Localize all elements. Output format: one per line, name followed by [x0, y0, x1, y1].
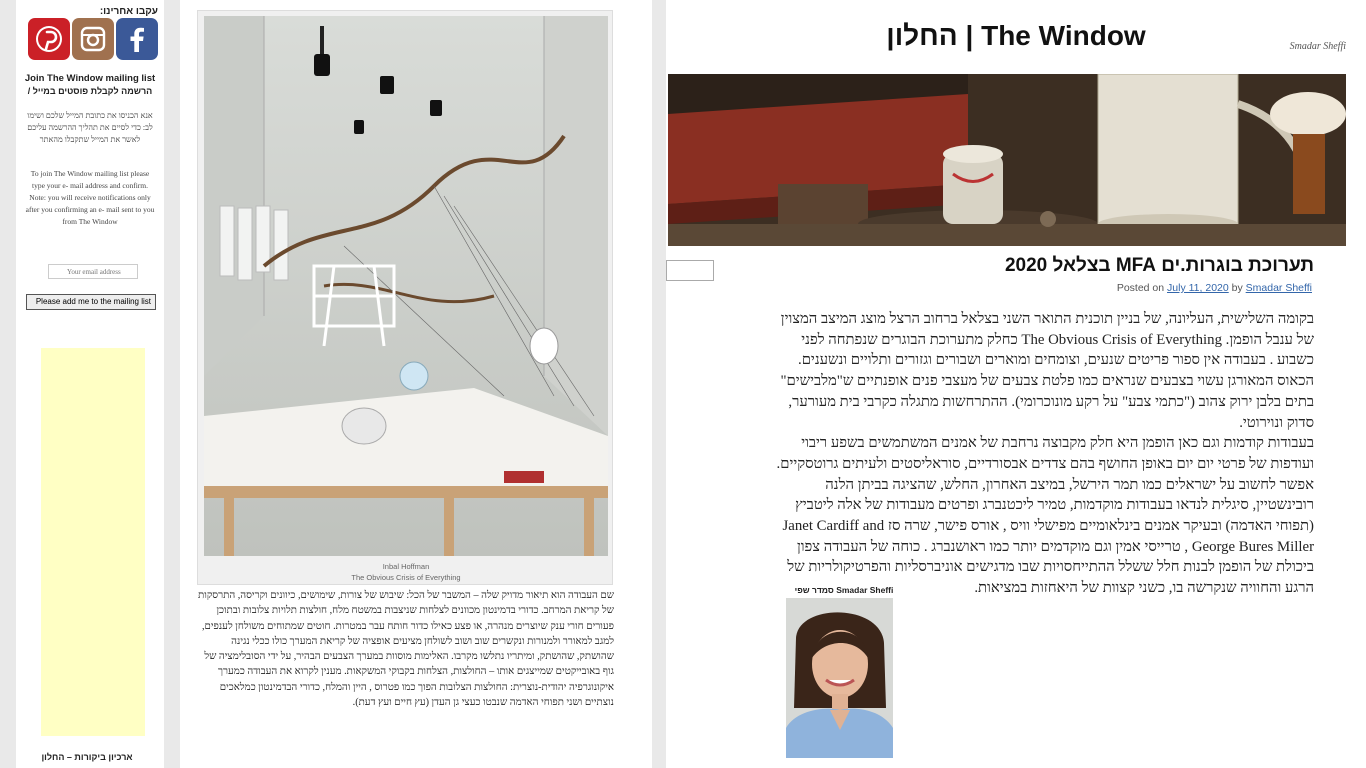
article-text-continued: שם העבודה הוא תיאור מדויק שלה – המשבר של הכל: שיבוש של צורות, שימושים, כיוונים וקריסה, התרסקות של קריאת המרחב. כדורי בדמינטון מכוונים לצלחות שניצבות במשטח מלח, חולצות תלויות צלובות ובתוכן פעורים חורי ענק שיוצרים מנהרה, או פצע כאילו כדור חותח עבר במטרות. חוטים שמתוחים משולחן לענפים, למגב למאורר ולמנורות ונקשרים שוב ושוב לשולחן מציעים אופציה של קריאת המערך כולו ככלי נגינה שהושתק, שהושתק, ומיתריו נתלשו מקרבו. האלימות מוסוות במערך הצבעים הבהיר, על ידי הסובלימציה של גוף באובייקטים שמייצגים אותו – החולצות, הצלחות בקבוקי המשקאות. מענין לקרוא את העבודה כמערך איקונוגרפיה יהודית-נוצרית: החולצות הצלובות הפוך כמו פטרוס , היין והמלח, כדורי הבדמינטון כמלאכים נוצתיים ושני תפוחי האדמה שנבטו כעצי גן העדן (עץ חיים ועץ דעת).: [198, 590, 614, 709]
post-title[interactable]: תערוכת בוגרות.ים MFA בצלאל 2020: [1004, 255, 1314, 276]
post-author-link[interactable]: Smadar Sheffi: [1245, 282, 1312, 294]
figure: [197, 10, 613, 585]
caption-artist: Inbal Hoffman: [382, 562, 430, 571]
post-meta: [1117, 282, 1312, 294]
author-label: סמדר שפי Smadar Sheffi: [794, 585, 894, 595]
follow-us-title: עקבו אחרינו:: [99, 6, 158, 17]
sidebar: [16, 0, 164, 768]
site-byline: Smadar Sheffi: [1289, 41, 1346, 52]
site-title[interactable]: החלון | The Window: [886, 20, 1146, 51]
post-meta-by: by: [1231, 282, 1243, 294]
ad-placeholder: [41, 348, 145, 736]
email-field[interactable]: [48, 264, 138, 279]
main-content: [666, 0, 1366, 768]
post-meta-prefix: Posted on: [1116, 282, 1165, 294]
article-image-column: [180, 0, 652, 768]
header-banner-painting: [668, 74, 1346, 246]
facebook-icon: [122, 24, 152, 54]
installation-photo: [204, 16, 608, 556]
mailing-note-en: To join The Window mailing list please type your e- mail address and confirm. Note: you will receive notifications only after you confirming an e- mail sent to you from The Window: [25, 169, 155, 226]
post-date-link[interactable]: July 11, 2020: [1167, 282, 1229, 294]
mailing-list-title-he: הרשמה לקבלת פוסטים במייל /: [27, 86, 153, 96]
instagram-button[interactable]: [72, 18, 114, 60]
search-input[interactable]: [666, 260, 714, 281]
post-body: בקומה השלישית, העליונה, של בניין תוכנית התואר השני בצלאל ברחוב הרצל מוצג המיצב המצוין של ענבל הופמן. The Obvious Crisis of Everything כחלק מתערוכת הבוגרים שנפתחה לפני כשבוע . בעבודה אין ספור פריטים שנעים, וצומחים ומוארים ושבורים וגזורים ותלויים ונשענים. הכאוס המאורגן עשוי בצבעים שנראים כמו פלטת צבעים של מעצבי פנים אופנתיים ש"מלבישים" בתים בלבן ירוק צהוב ("כתמי צבע" על רקע מונוכרומי). ההתרחשות מתגלה כקרבי בית מעורער, סדוק ונוירוטי. בעבודות קודמות וגם כאן הופמן היא חלק מקבוצה נרחבת של אמנים המשתמשים בשפע ריבוי ועודפות של פרטי יום יום באופן החושף בהם צדדים אבסורדיים, סוראליסטים ולעיתים גרוטסקיים. אפשר לחשוב על ישראלים כמו תמר הירשל, במיצב האחרון, החלש, שהציגה בביתן הלנה רובינשטיין, סיגלית לנדאו בעבודות מוקדמות, טמיר ליכטנברג ופרטים מעבודות של אלה ליטביץ (תפוחי האדמה) ובעיקר אמנים בינלאומיים מפישלי וויס , אורס פישר, שרה סז Janet Cardiff and George Bures Miller , טרייסי אמין וגם מוקדמים יותר כמו ראושנברג . כוחה של העבודה צפון ביכולת של הופמן לבנות חלל ששלל ההתייחסויות שבו מדגישים אוניברסליות והפרטיקולריות של הרגע והחוויה שנקרשה בו, כשני קצוות של היאחזות במציאות.: [776, 311, 1314, 597]
pinterest-button[interactable]: [28, 18, 70, 60]
instagram-icon: [78, 24, 108, 54]
pinterest-icon: [34, 24, 64, 54]
mailing-note-he: אנא הכניסו את כתובת המייל שלכם ושימו לב: כדי לסיים את תהליך ההרשמה עליכם לאשר את המייל שתקבלו מהאתר: [27, 111, 153, 144]
archive-link[interactable]: ארכיון ביקורות – החלון: [41, 752, 133, 762]
caption-title: The Obvious Crisis of Everything: [351, 573, 461, 582]
facebook-button[interactable]: [116, 18, 158, 60]
author-avatar: [786, 598, 893, 758]
mailing-list-title-en: Join The Window mailing list: [24, 73, 156, 84]
subscribe-button[interactable]: Please add me to the mailing list: [26, 294, 156, 310]
